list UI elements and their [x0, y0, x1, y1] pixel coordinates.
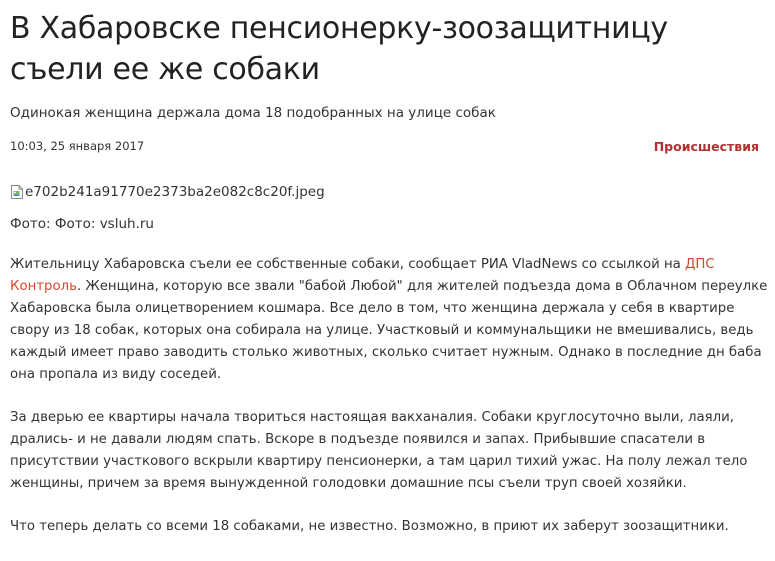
- image-alt-text: e702b241a91770e2373ba2e082c8c20f.jpeg: [25, 184, 325, 200]
- source-link[interactable]: ДПС Контроль: [10, 257, 715, 294]
- article-headline: В Хабаровске пенсионерку-зоозащитницу съели ее же собаки: [10, 11, 668, 87]
- paragraph-1-after-link: . Женщина, которую все звали "бабой Любой" для жителей подъезда дома в Облачном переулке Хабаровска была олицетворением кошмара. Все дело в том, что женщина держала у себя в квартире свору из 18 собак, которых она собирала на улице. Участковый и коммунальщики не вмешивались, ведь каждый имеет право заводить столько животных, сколько считает нужным. Однако в последние дн баба она пропала из виду соседей.: [10, 279, 768, 382]
- body-paragraph-1: [10, 254, 768, 386]
- article-meta: [10, 137, 763, 157]
- paragraph-1-before-link: Жительницу Хабаровска съели ее собственные собаки, сообщает РИА VladNews со ссылкой на: [10, 257, 686, 272]
- body-paragraph-3: Что теперь делать со всеми 18 собаками, не известно. Возможно, в приют их заберут зоозащитники.: [10, 519, 729, 534]
- publish-timestamp: 10:03, 25 января 2017: [10, 139, 145, 153]
- article-subtitle: Одинокая женщина держала дома 18 подобранных на улице собак: [10, 105, 496, 121]
- category-link[interactable]: Происшествия: [653, 139, 759, 154]
- broken-image-icon: [10, 184, 24, 200]
- body-paragraph-2: За дверью ее квартиры начала твориться настоящая вакханалия. Собаки круглосуточно выли, лаяли, дрались- и не давали людям спать. Вскоре в подъезде появился и запах. Прибывшие спасатели в присутствии участкового вскрыли квартиру пенсионерки, а там царил тихий ужас. На полу лежал тело женщины, причем за время вынужденной голодовки домашние псы съели труп своей хозяйки.: [10, 410, 748, 491]
- photo-credit: Фото: Фото: vsluh.ru: [10, 216, 154, 232]
- article-image: [10, 182, 763, 202]
